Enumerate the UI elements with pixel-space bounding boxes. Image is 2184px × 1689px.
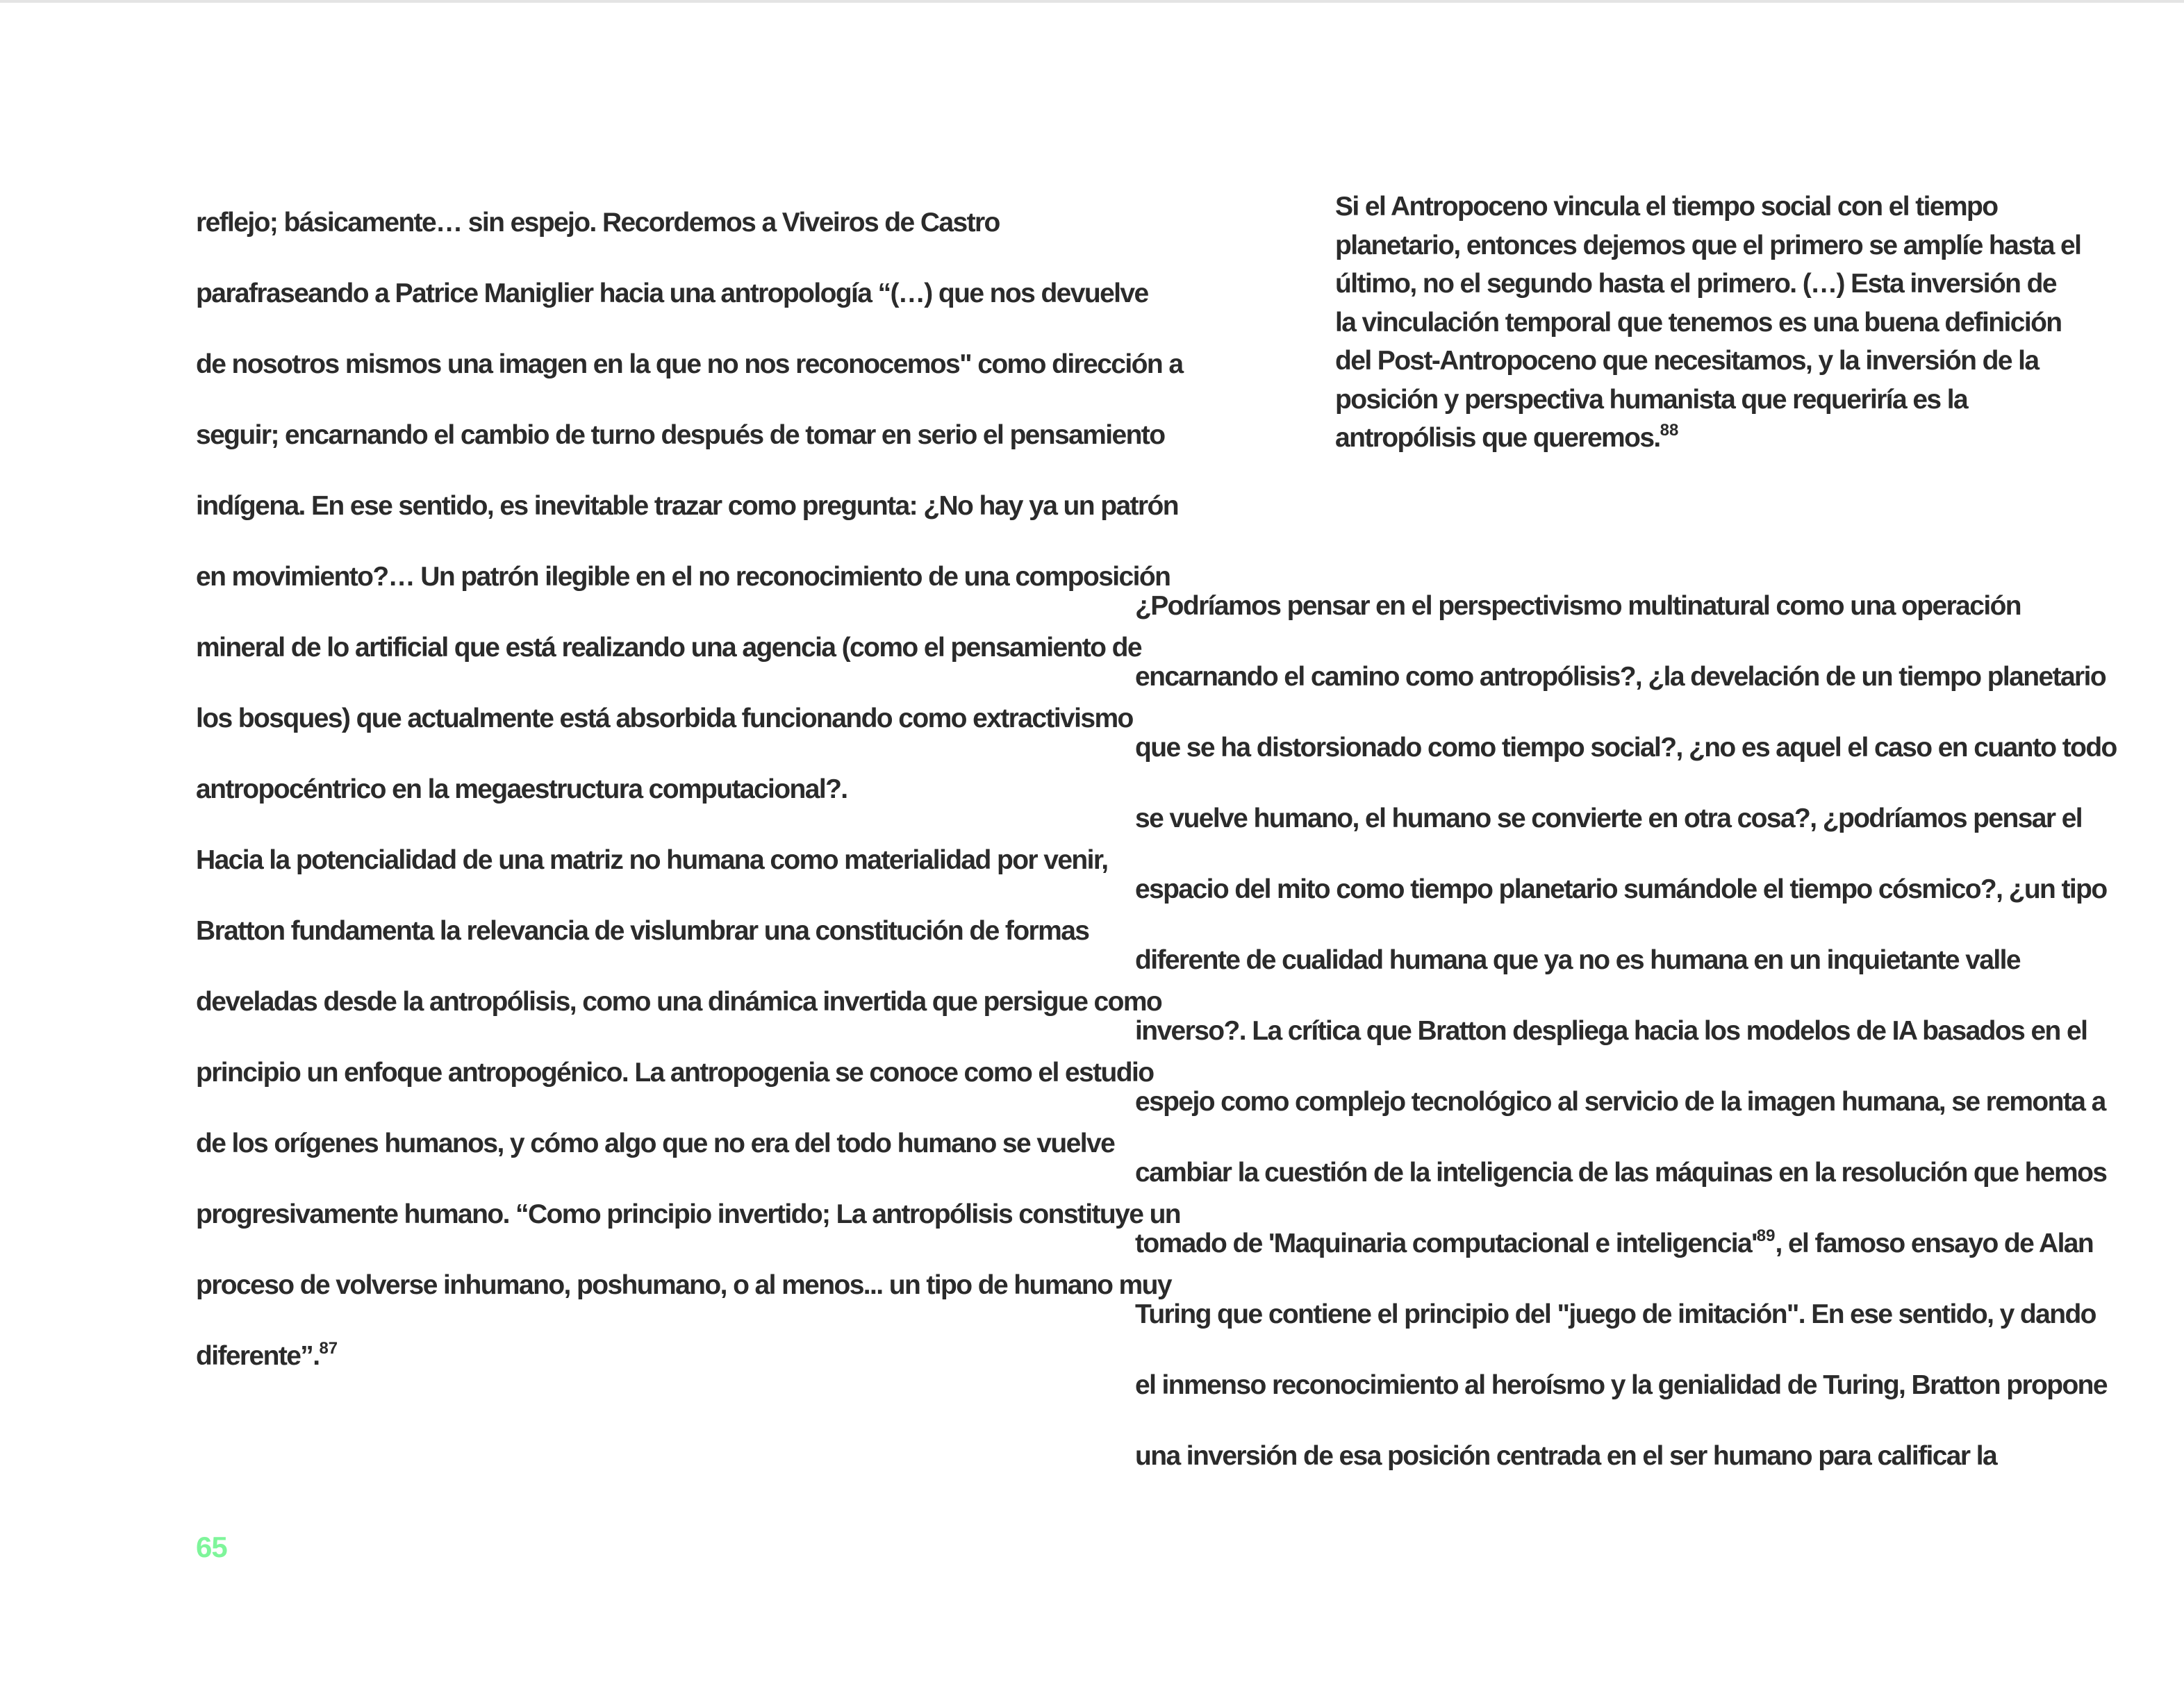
text-line: mineral de lo artificial que está realizando una agencia (como el pensamiento de [196, 633, 1141, 663]
quote-line [1335, 419, 2002, 458]
text-line: el inmenso reconocimiento al heroísmo y la genialidad de Turing, Bratton propone [1135, 1370, 2107, 1400]
block-quote [1335, 188, 2081, 458]
text-line: develadas desde la antropólisis, como una dinámica invertida que persigue como [196, 987, 1162, 1017]
text-line [1135, 1208, 2094, 1279]
text-line: inverso?. La crítica que Bratton despliega hacia los modelos de IA basados en el [1135, 1016, 2087, 1046]
text-line: reflejo; básicamente… sin espejo. Recordemos a Viveiros de Castro [196, 208, 1000, 238]
text-line: Bratton fundamenta la relevancia de vislumbrar una constitución de formas [196, 916, 1089, 946]
quote-line: la vinculación temporal que tenemos es una buena definición [1335, 307, 2062, 338]
text-line: ¿Podríamos pensar en el perspectivismo multinatural como una operación [1135, 591, 2021, 621]
right-page-body [1135, 571, 2117, 1492]
text-line-content: , el famoso ensayo de Alan [1775, 1229, 2094, 1258]
quote-line: del Post-Antropoceno que necesitamos, y la inversión de la [1335, 346, 2039, 376]
text-line: parafraseando a Patrice Maniglier hacia una antropología “(…) que nos devuelve [196, 278, 1148, 308]
footnote-reference-87[interactable]: 87 [319, 1339, 338, 1358]
text-line: principio un enfoque antropogénico. La antropogenia se conoce como el estudio [196, 1058, 1154, 1088]
text-line [196, 1321, 1064, 1392]
text-line: progresivamente humano. “Como principio invertido; La antropólisis constituye un [196, 1199, 1181, 1229]
text-line: en movimiento?… Un patrón ilegible en el no reconocimiento de una composición [196, 562, 1170, 592]
text-line: Turing que contiene el principio del "juego de imitación". En ese sentido, y dando [1135, 1299, 2096, 1329]
footnote-reference-89[interactable]: 89 [1756, 1226, 1776, 1245]
text-line: cambiar la cuestión de la inteligencia de las máquinas en la resolución que hemos [1135, 1158, 2107, 1188]
footnote-reference-88[interactable]: 88 [1660, 421, 1679, 440]
quote-line: planetario, entonces dejemos que el primero se amplíe hasta el [1335, 230, 2081, 260]
text-line: una inversión de esa posición centrada en el ser humano para calificar la [1135, 1441, 1997, 1471]
text-line: seguir; encarnando el cambio de turno después de tomar en serio el pensamiento [196, 420, 1165, 450]
quote-line: último, no el segundo hasta el primero. (…) Esta inversión de [1335, 269, 2056, 299]
text-line: los bosques) que actualmente está absorbida funcionando como extractivismo [196, 704, 1133, 733]
text-line: espacio del mito como tiempo planetario sumándole el tiempo cósmico?, ¿un tipo [1135, 874, 2107, 904]
quote-line-content: antropólisis que queremos. [1335, 423, 1660, 453]
text-line: de nosotros mismos una imagen en la que no nos reconocemos" como dirección a [196, 349, 1183, 379]
text-line: que se ha distorsionado como tiempo social?, ¿no es aquel el caso en cuanto todo [1135, 733, 2117, 763]
left-page-text [196, 188, 1183, 1392]
text-line: Hacia la potencialidad de una matriz no humana como materialidad por venir, [196, 845, 1108, 875]
text-line-content: diferente”. [196, 1341, 320, 1371]
page-number: 65 [196, 1531, 227, 1563]
text-line: de los orígenes humanos, y cómo algo que no era del todo humano se vuelve [196, 1129, 1115, 1158]
text-line: espejo como complejo tecnológico al servicio de la imagen humana, se remonta a [1135, 1087, 2106, 1117]
quote-line: posición y perspectiva humanista que requeriría es la [1335, 384, 1968, 415]
text-line: proceso de volverse inhumano, poshumano, o al menos... un tipo de humano muy [196, 1270, 1171, 1300]
text-line: encarnando el camino como antropólisis?, ¿la develación de un tiempo planetario [1135, 662, 2106, 692]
text-line: se vuelve humano, el humano se convierte en otra cosa?, ¿podríamos pensar el [1135, 804, 2083, 833]
text-line: diferente de cualidad humana que ya no es humana en un inquietante valle [1135, 945, 2020, 975]
text-line-content: tomado de 'Maquinaria computacional e inteligencia' [1135, 1229, 1757, 1258]
text-line: antropocéntrico en la megaestructura computacional?. [196, 774, 847, 804]
quote-line: Si el Antropoceno vincula el tiempo social con el tiempo [1335, 192, 1998, 222]
text-line: indígena. En ese sentido, es inevitable trazar como pregunta: ¿No hay ya un patrón [196, 491, 1178, 521]
